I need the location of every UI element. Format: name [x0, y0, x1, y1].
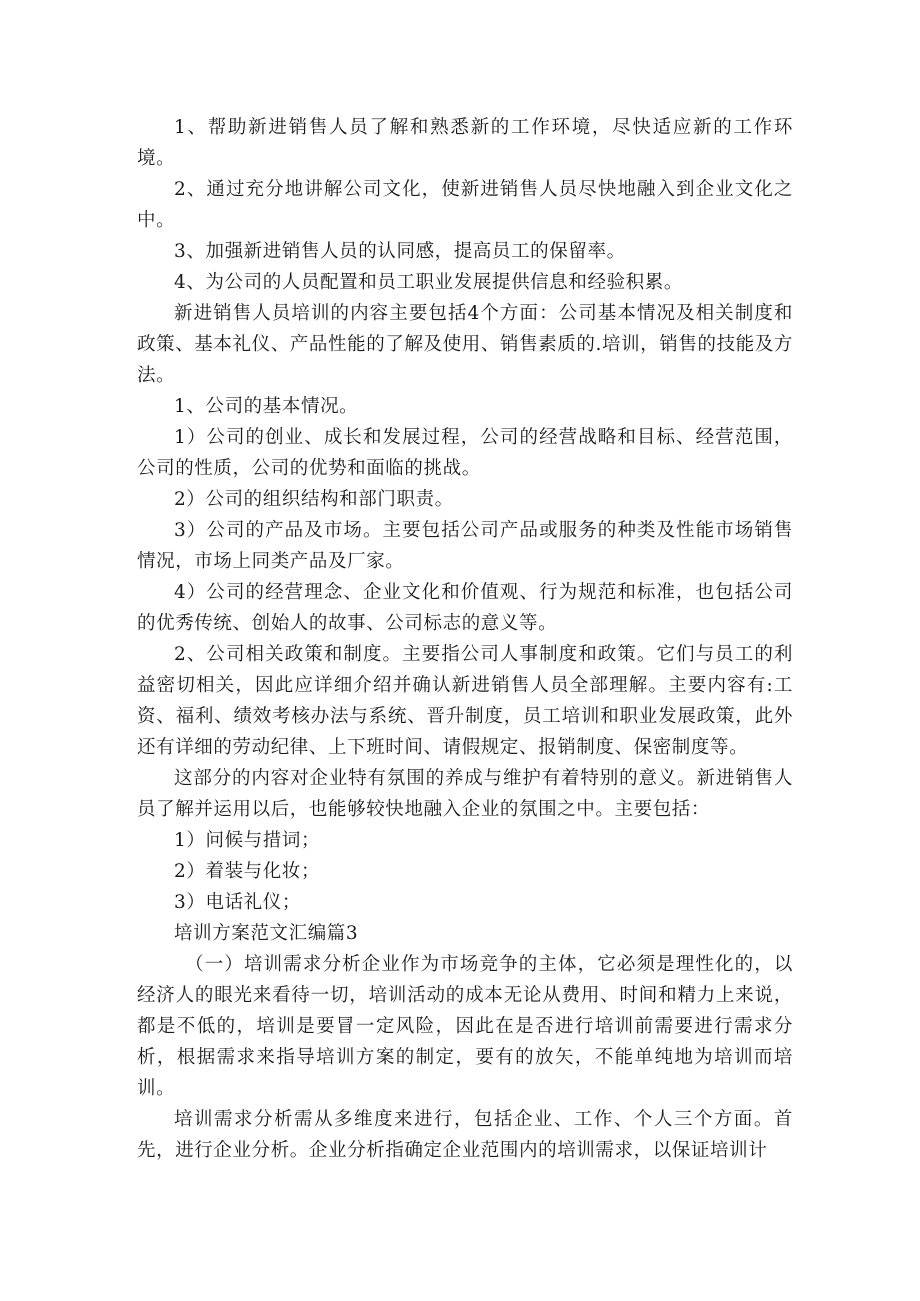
paragraph-org-structure: 2）公司的组织结构和部门职责。 — [174, 489, 454, 510]
paragraph-policies: 2、公司相关政策和制度。主要指公司人事制度和政策。它们与员工的利益密切相关，因此应详细介绍并确认新进销售人员全部理解。主要内容有:工资、福利、绩效考核办法与系统、晋升制度，员工培训和职业发展政策，此外还有详细的劳动纪律、上下班时间、请假规定、报销制度、保密制度等。 — [137, 644, 793, 758]
paragraph-goal-2: 2、通过充分地讲解公司文化，使新进销售人员尽快地融入到企业文化之中。 — [137, 179, 793, 231]
paragraph-goal-4: 4、为公司的人员配置和员工职业发展提供信息和经验积累。 — [174, 272, 683, 293]
paragraph-goal-3: 3、加强新进销售人员的认同感，提高员工的保留率。 — [174, 241, 626, 262]
paragraph-goal-1: 1、帮助新进销售人员了解和熟悉新的工作环境，尽快适应新的工作环境。 — [137, 117, 793, 169]
paragraph-company-history: 1）公司的创业、成长和发展过程，公司的经营战略和目标、经营范围，公司的性质，公司的优势和面临的挑战。 — [137, 427, 793, 479]
paragraph-phone-etiquette: 3）电话礼仪； — [174, 892, 301, 913]
paragraph-training-content: 新进销售人员培训的内容主要包括4个方面：公司基本情况及相关制度和政策、基本礼仪、产品性能的了解及使用、销售素质的.培训，销售的技能及方法。 — [137, 303, 793, 386]
paragraph-culture-values: 4）公司的经营理念、企业文化和价值观、行为规范和标准，也包括公司的优秀传统、创始人的故事、公司标志的意义等。 — [137, 582, 793, 634]
section-heading: 培训方案范文汇编篇3 — [174, 923, 359, 944]
paragraph-needs-analysis: （一）培训需求分析企业作为市场竞争的主体，它必须是理性化的，以经济人的眼光来看待一切，培训活动的成本无论从费用、时间和精力上来说，都是不低的，培训是要冒一定风险，因此在是否进行培训前需要进行需求分析，根据需求来指导培训方案的制定，要有的放矢，不能单纯地为培训而培训。 — [137, 954, 793, 1099]
document-page — [137, 112, 793, 1166]
paragraph-needs-dimensions: 培训需求分析需从多维度来进行，包括企业、工作、个人三个方面。首先，进行企业分析。企业分析指确定企业范围内的培训需求，以保证培训计 — [137, 1109, 793, 1161]
paragraph-products-market: 3）公司的产品及市场。主要包括公司产品或服务的种类及性能市场销售情况，市场上同类产品及厂家。 — [137, 520, 793, 572]
paragraph-attire: 2）着装与化妆； — [174, 861, 321, 882]
paragraph-etiquette-intro: 这部分的内容对企业特有氛围的养成与维护有着特别的意义。新进销售人员了解并运用以后，也能够较快地融入企业的氛围之中。主要包括： — [137, 768, 793, 820]
paragraph-greetings: 1）问候与措词； — [174, 830, 321, 851]
paragraph-company-basics: 1、公司的基本情况。 — [174, 396, 359, 417]
